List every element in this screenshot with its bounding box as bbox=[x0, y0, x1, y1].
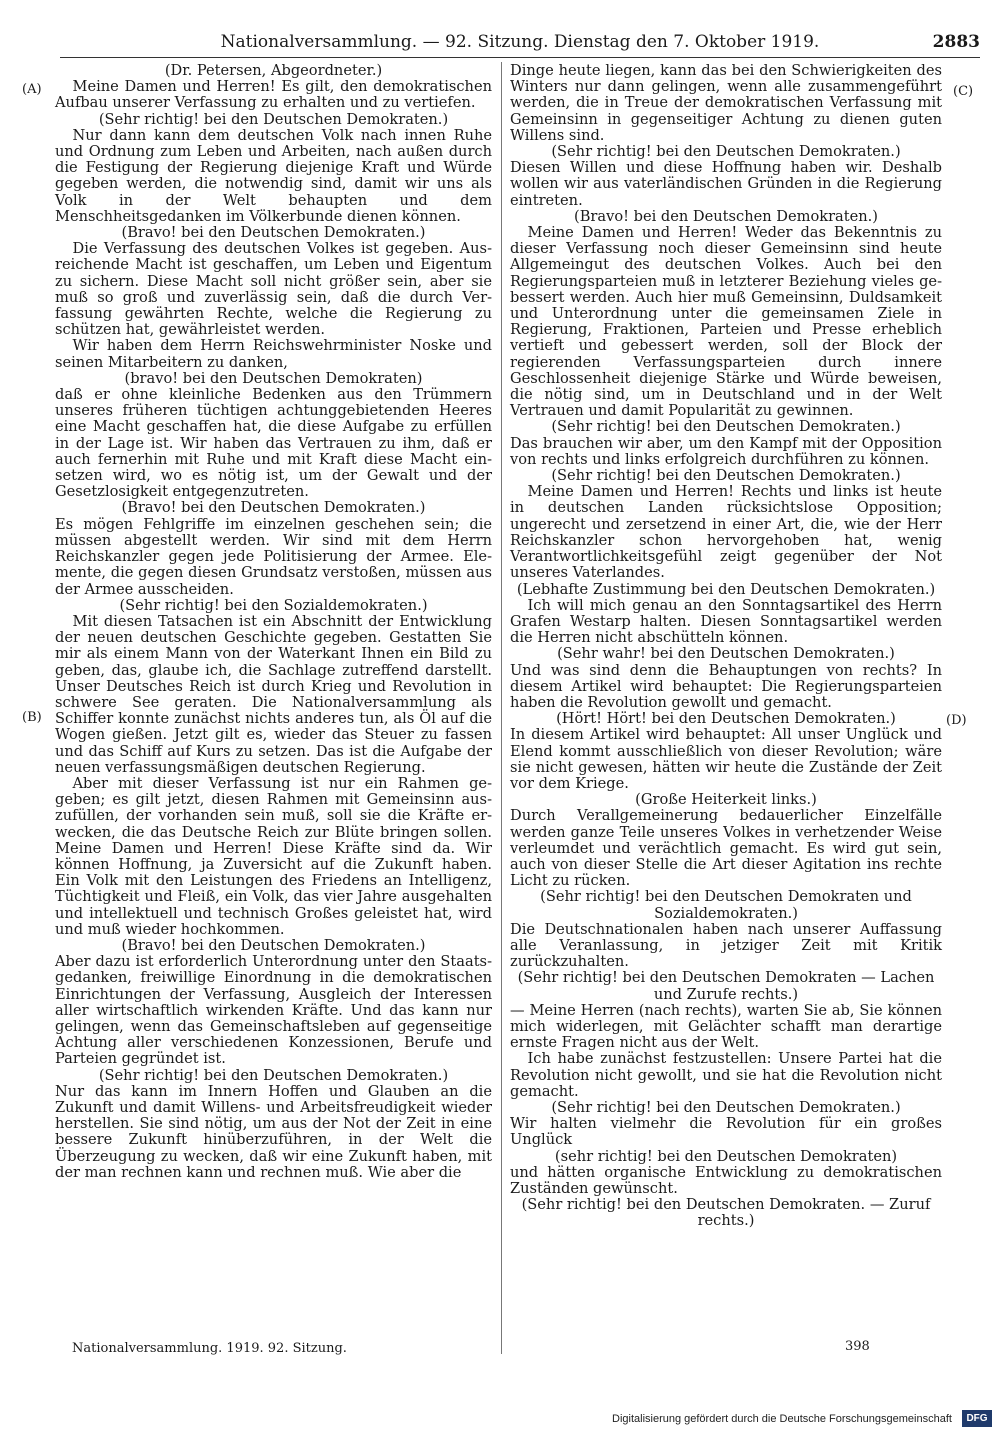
paragraph-continuation: Es mögen Fehlgriffe im einzelnen geschehen sein; die müssen abgestellt werden. Wir sind mit dem Herrn Reichskanzler gegen jede Politisierung der Armee. Elemente, die gegen diesen Grundsatz verstoßen, müssen aus der Armee ausscheiden. bbox=[55, 515, 492, 598]
paragraph: Aber mit dieser Verfassung ist nur ein Rahmen gegeben; es gilt jetzt, diesen Rahmen mit Gemeinsinn auszufüllen, der vorhanden sein muß, soll sie die Kräfte erwecken, die das Deutsche Reich zur Blüte bringen sollen. Meine Damen und Herren! Diese Kräfte sind da. Wir können Hoffnung, ja Zuversicht auf die Zukunft haben. Ein Volk mit den Leistungen des Friedens an Intelligenz, Tüchtigkeit und Fleiß, ein Volk, das vier Jahre ausgehalten und intellektuell und technisch Großes geleistet hat, wird und muß wieder hochkommen. bbox=[55, 774, 492, 938]
interjection: (Sehr richtig! bei den Deutschen Demokraten.) bbox=[551, 1099, 901, 1116]
footer-session-info: Nationalversammlung. 1919. 92. Sitzung. bbox=[72, 1341, 347, 1356]
paragraph: Mit diesen Tatsachen ist ein Abschnitt der Entwicklung der neuen deutschen Geschichte gegeben. Gestatten Sie mir als einem Mann von der Waterkant Ihnen ein Bild zu geben, das, glaube ich, die Sachlage zutreffend darstellt. Unser Deutsches Reich ist durch Krieg und Revolution in schwere See geraten. Die Nationalversammlung als Schiffer konnte zunächst nichts anderes tun, als Öl auf die Wogen gießen. Jetzt gilt es, wieder das Steuer zu fassen und das Schiff auf Kurs zu setzen. Das ist die Aufgabe der neuen verfassungsmäßigen deutschen Regierung. bbox=[55, 612, 492, 776]
dfg-logo[interactable]: DFG bbox=[962, 1410, 992, 1427]
interjection: (Sehr richtig! bei den Sozialdemokraten.) bbox=[119, 596, 428, 614]
running-title: Nationalversammlung. — 92. Sitzung. Dienstag den 7. Oktober 1919. bbox=[220, 32, 820, 52]
interjection: (Sehr richtig! bei den Deutschen Demokraten — Lachen und Zurufe rechts.) bbox=[517, 969, 935, 1003]
digitization-credit: Digitalisierung gefördert durch die Deutsche Forschungsgemeinschaft bbox=[612, 1413, 952, 1425]
interjection: (Sehr wahr! bei den Deutschen Demokraten.) bbox=[557, 645, 895, 663]
paragraph-continuation: und hätten organische Entwicklung zu demokratischen Zuständen gewünscht. bbox=[510, 1163, 942, 1198]
paragraph-continuation: daß er ohne kleinliche Bedenken aus den Trümmern unseres früheren tüchtigen achtunggebietenden Heeres eine Macht geschaffen hat, die diese Aufgabe zu erfüllen in der Lage ist. Wir haben das Vertrauen zu ihm, daß er auch fernerhin mit Ruhe und mit Kraft diese Macht einsetzen wird, wo es nötig ist, um der Gewalt und der Gesetzlosigkeit entgegenzutreten. bbox=[55, 386, 492, 501]
paragraph-continuation: In diesem Artikel wird behauptet: All unser Unglück und Elend kommt ausschließlich von dieser Revolution; wäre sie nicht gewesen, hätten wir heute die Zustände der Zeit vor dem Kriege. bbox=[510, 726, 942, 792]
paragraph-continuation: Nur das kann im Innern Hoffen und Glauben an die Zukunft und damit Willens- und Arbeitsfreudigkeit wieder herstellen. Sie sind nötig, um aus der Not der Zeit in eine bessere Zukunft hinüberzuführen, in der Welt die Überzeugung zu wecken, daß wir eine Zukunft haben, mit der man rechnen kann und rechnen muß. Wie aber die bbox=[55, 1082, 492, 1181]
paragraph-continuation: — Meine Herren (nach rechts), warten Sie ab, Sie können mich widerlegen, mit Gelächter schafft man derartige ernste Fragen nicht aus der Welt. bbox=[510, 1001, 942, 1052]
left-text-column bbox=[55, 63, 492, 1181]
paragraph-continuation: Dinge heute liegen, kann das bei den Schwierigkeiten des Winters nur dann gelingen, wenn alle zusammengeführt werden, die in Treue der demokratischen Verfassung mit Gemeinsinn in gegenseitiger Achtung zu dienen guten Willens sind. bbox=[510, 62, 942, 144]
interjection: (Sehr richtig! bei den Deutschen Demokraten.) bbox=[551, 467, 901, 485]
paragraph: Nur dann kann dem deutschen Volk nach innen Ruhe und Ordnung zum Leben und Arbeiten, nach außen durch die Festigung der Regierung diejenige Kraft und Würde gegeben werden, die notwendig sind, damit wir uns als Volk in der Welt behaupten und dem Menschheitsgedanken im Völkerbunde dienen können. bbox=[55, 126, 492, 225]
right-text-column bbox=[510, 63, 942, 1230]
interjection: (Sehr richtig! bei den Deutschen Demokraten.) bbox=[551, 418, 901, 436]
margin-marker-a: (A) bbox=[22, 82, 42, 97]
interjection: (Bravo! bei den Deutschen Demokraten.) bbox=[121, 499, 426, 517]
paragraph-continuation: Durch Verallgemeinerung bedauerlicher Einzelfälle werden ganze Teile unseres Volkes in verhetzender Weise verleumdet und verächtlich gemacht. Es wird gut sein, auch von dieser Stelle die Art dieser Agitation ins rechte Licht zu rücken. bbox=[510, 807, 942, 890]
interjection: (Bravo! bei den Deutschen Demokraten.) bbox=[121, 224, 426, 242]
paragraph: Ich will mich genau an den Sonntagsartikel des Herrn Grafen Westarp halten. Diesen Sonntagsartikel werden die Herren nicht abschütteln können. bbox=[510, 596, 942, 647]
interjection: (Sehr richtig! bei den Deutschen Demokraten.) bbox=[98, 1066, 449, 1084]
interjection: (Dr. Petersen, Abgeordneter.) bbox=[164, 62, 383, 79]
column-divider bbox=[501, 62, 502, 1354]
page-number: 2883 bbox=[932, 32, 980, 52]
interjection: (Sehr richtig! bei den Deutschen Demokraten und Sozialdemokraten.) bbox=[540, 888, 912, 922]
interjection: (Lebhafte Zustimmung bei den Deutschen Demokraten.) bbox=[516, 580, 936, 598]
interjection: (Sehr richtig! bei den Deutschen Demokraten. — Zuruf rechts.) bbox=[521, 1196, 931, 1230]
paragraph: Meine Damen und Herren! Weder das Bekenntnis zu dieser Verfassung noch dieser Gemeinsinn sind heute Allgemeingut des deutschen Volkes. Auch bei den Regierungsparteien muß in letzterer Beziehung vieles gebessert werden. Auch hier muß Gemeinsinn, Duldsamkeit und Unterordnung unter die gemeinsamen Ziele in Regierung, Fraktionen, Parteien und Presse erheblich vertieft und gebessert werden, soll der Block der regierenden Verfassungsparteien durch innere Geschlossenheit diejenige Stärke und Würde beweisen, die nötig sind, um in Deutschland und in der Welt Vertrauen und damit Popularität zu gewinnen. bbox=[510, 224, 942, 420]
paragraph: Wir haben dem Herrn Reichswehrminister Noske und seinen Mitarbeitern zu danken, bbox=[55, 337, 492, 371]
interjection: (Sehr richtig! bei den Deutschen Demokraten.) bbox=[551, 143, 901, 161]
footer-sheet-number: 398 bbox=[845, 1339, 870, 1354]
interjection: (Bravo! bei den Deutschen Demokraten.) bbox=[574, 207, 878, 225]
interjection: (bravo! bei den Deutschen Demokraten) bbox=[124, 369, 423, 387]
margin-marker-b: (B) bbox=[22, 710, 42, 725]
paragraph-continuation: Die Deutschnationalen haben nach unserer Auffassung alle Veranlassung, in jetziger Zeit mit Kritik zurückzuhalten. bbox=[510, 920, 942, 971]
interjection: (Große Heiterkeit links.) bbox=[635, 791, 817, 809]
paragraph-continuation: Wir halten vielmehr die Revolution für ein großes Unglück bbox=[510, 1115, 942, 1149]
margin-marker-c: (C) bbox=[953, 84, 974, 99]
page-header bbox=[60, 28, 980, 56]
interjection: (Bravo! bei den Deutschen Demokraten.) bbox=[121, 936, 426, 954]
paragraph: Ich habe zunächst festzustellen: Unsere Partei hat die Revolution nicht gewollt, und sie hat die Revolution nicht gemacht. bbox=[510, 1050, 942, 1100]
header-rule bbox=[60, 57, 980, 58]
interjection: (sehr richtig! bei den Deutschen Demokraten) bbox=[554, 1147, 898, 1165]
interjection: (Sehr richtig! bei den Deutschen Demokraten.) bbox=[98, 110, 449, 128]
paragraph-continuation: Das brauchen wir aber, um den Kampf mit der Opposition von rechts und links erfolgreich durchführen zu können. bbox=[510, 434, 942, 468]
paragraph-continuation: Und was sind denn die Behauptungen von rechts? In diesem Artikel wird behauptet: Die Regierungsparteien haben die Revolution gewollt und gemacht. bbox=[510, 661, 942, 711]
paragraph-continuation: Diesen Willen und diese Hoffnung haben wir. Deshalb wollen wir aus vaterländischen Gründen in die Regierung eintreten. bbox=[510, 159, 942, 209]
paragraph: Meine Damen und Herren! Rechts und links ist heute in deutschen Landen rücksichtslose Opposition; ungerecht und zersetzend in einer Art, die, wie der Herr Reichskanzler schon hervorgehoben hat, wenig Verantwortlichkeitsgefühl zeigt gegenüber der Not unseres Vaterlandes. bbox=[510, 483, 942, 582]
paragraph-continuation: Aber dazu ist erforderlich Unterordnung unter den Staatsgedanken, freiwillige Einordnung in die demokratischen Einrichtungen der Verfassung, Ausgleich der Interessen aller wirtschaftlich wirkenden Kräfte. Und das kann nur gelingen, wenn das Gemeinschaftsleben auf gegenseitige Achtung aller verschiedenen Konzessionen, Berufe und Parteien gegründet ist. bbox=[55, 953, 492, 1068]
margin-marker-d: (D) bbox=[946, 713, 967, 728]
interjection: (Hört! Hört! bei den Deutschen Demokraten.) bbox=[556, 710, 896, 728]
paragraph: Die Verfassung des deutschen Volkes ist gegeben. Ausreichende Macht ist geschaffen, um Leben und Eigentum zu sichern. Diese Macht soll nicht größer sein, aber sie muß so groß und zuverlässig sein, daß die durch Verfassung gewährten Rechte, welche die Regierung zu schützen hat, gewährleistet werden. bbox=[55, 240, 492, 339]
paragraph: Meine Damen und Herren! Es gilt, den demokratischen Aufbau unserer Verfassung zu erhalten und zu vertiefen. bbox=[55, 78, 492, 112]
